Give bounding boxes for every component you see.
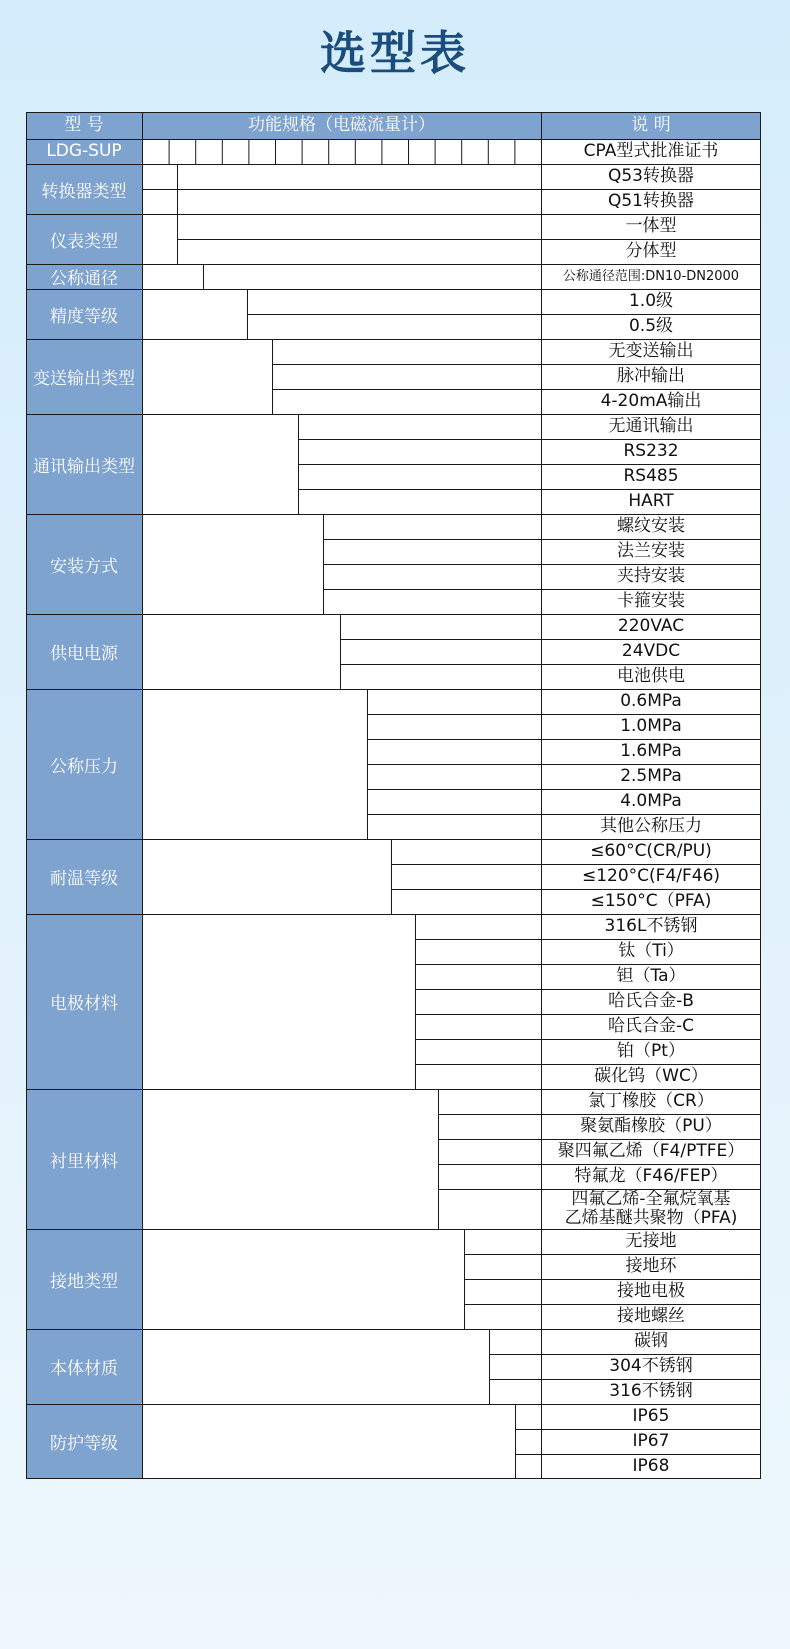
option-code <box>367 814 391 839</box>
option-code <box>272 364 298 389</box>
option-description: 1.0MPa <box>620 716 682 736</box>
header-model: 型 号 <box>26 112 142 139</box>
category-label: 防护等级 <box>26 1404 142 1479</box>
option-code <box>489 1329 515 1354</box>
option-code <box>367 764 391 789</box>
category-label: 耐温等级 <box>26 839 142 914</box>
option-code <box>415 914 438 939</box>
option-code <box>298 414 323 439</box>
option-description: 铂（Pt） <box>617 1041 685 1061</box>
option-description: IP67 <box>632 1431 670 1451</box>
option-description: 0.5级 <box>628 316 674 336</box>
placeholder-box <box>142 139 169 164</box>
placeholder-box <box>435 139 462 164</box>
category-label: 通讯输出类型 <box>26 414 142 514</box>
option-description: 电池供电 <box>617 666 685 686</box>
option-description: Q51转换器 <box>607 191 694 211</box>
option-description: 接地环 <box>625 1256 677 1276</box>
option-code <box>340 614 367 639</box>
category-label: 安装方式 <box>26 514 142 614</box>
category-label: 公称压力 <box>26 689 142 839</box>
option-description: Q53转换器 <box>607 166 694 186</box>
option-code <box>515 1404 541 1429</box>
option-code <box>323 564 340 589</box>
option-description: 1.6MPa <box>620 741 682 761</box>
option-description: ≤60°C(CR/PU) <box>590 841 712 861</box>
option-code <box>438 1139 464 1164</box>
option-code <box>272 389 298 414</box>
option-description: 分体型 <box>625 241 677 261</box>
option-code <box>515 1454 541 1479</box>
option-code <box>367 689 391 714</box>
option-code <box>247 314 272 339</box>
option-description: 特氟龙（F46/FEP） <box>574 1166 728 1186</box>
category-label: 衬里材料 <box>26 1089 142 1229</box>
option-description: 4.0MPa <box>620 791 682 811</box>
placeholder-box <box>169 139 196 164</box>
option-description: 一体型 <box>625 216 677 236</box>
option-description: RS485 <box>623 466 679 486</box>
category-label: 电极材料 <box>26 914 142 1089</box>
selection-table <box>26 112 761 1479</box>
option-description: HART <box>628 491 674 511</box>
placeholder-box <box>408 139 435 164</box>
option-code <box>415 1014 438 1039</box>
option-description: 无接地 <box>625 1231 677 1251</box>
option-code <box>489 1354 515 1379</box>
option-code <box>323 589 340 614</box>
option-description: 304不锈钢 <box>609 1356 693 1376</box>
page-title: 选型表 <box>320 26 470 80</box>
category-label: 公称通径 <box>26 264 142 289</box>
option-description: 夹持安装 <box>617 566 685 586</box>
option-code <box>415 939 438 964</box>
option-description: 螺纹安装 <box>617 516 685 536</box>
option-code <box>438 1089 464 1114</box>
option-code <box>391 864 415 889</box>
option-description: 316L不锈钢 <box>604 916 698 936</box>
placeholder-box <box>328 139 355 164</box>
option-code <box>391 839 415 864</box>
option-description: 接地电极 <box>617 1281 685 1301</box>
option-description: 220VAC <box>617 616 685 636</box>
option-description: 2.5MPa <box>620 766 682 786</box>
option-code <box>415 964 438 989</box>
category-label: 仪表类型 <box>26 214 142 264</box>
placeholder-box <box>195 139 222 164</box>
option-description: 公称通径范围:DN10-DN2000 <box>562 269 740 284</box>
placeholder-box <box>275 139 302 164</box>
option-code <box>323 539 340 564</box>
option-code <box>323 514 340 539</box>
option-code <box>367 714 391 739</box>
option-code <box>340 664 367 689</box>
option-code <box>464 1254 489 1279</box>
option-code <box>415 1064 438 1089</box>
header-description: 说 明 <box>541 112 761 139</box>
option-description: 法兰安装 <box>617 541 685 561</box>
category-label: 接地类型 <box>26 1229 142 1329</box>
model-code: LDG-SUP <box>26 139 142 164</box>
category-label: 转换器类型 <box>26 164 142 214</box>
option-description: 卡箍安装 <box>617 591 685 611</box>
option-description: 钛（Ti） <box>618 941 684 961</box>
option-description: 0.6MPa <box>620 691 682 711</box>
option-description: 哈氏合金-C <box>607 1016 694 1036</box>
option-code <box>340 639 367 664</box>
option-description: 哈氏合金-B <box>608 991 694 1011</box>
option-code <box>272 339 298 364</box>
option-code <box>391 889 415 914</box>
option-code <box>247 289 272 314</box>
option-description: 其他公称压力 <box>600 816 702 836</box>
option-code <box>142 164 177 189</box>
option-code <box>177 239 203 264</box>
option-code <box>203 264 247 289</box>
option-description: 氯丁橡胶（CR） <box>588 1091 714 1111</box>
option-description: 聚四氟乙烯（F4/PTFE） <box>557 1141 745 1161</box>
option-description: 1.0级 <box>628 291 674 311</box>
option-code <box>298 439 323 464</box>
placeholder-box <box>355 139 382 164</box>
placeholder-box <box>488 139 515 164</box>
option-description: 无通讯输出 <box>608 416 694 436</box>
option-description: 4-20mA输出 <box>600 391 702 411</box>
placeholder-box <box>248 139 275 164</box>
option-description: 24VDC <box>621 641 681 661</box>
option-code <box>438 1164 464 1189</box>
option-description: 脉冲输出 <box>617 366 685 386</box>
placeholder-box <box>381 139 408 164</box>
option-code <box>415 1039 438 1064</box>
option-code <box>489 1379 515 1404</box>
option-code <box>464 1304 489 1329</box>
option-description: 聚氨酯橡胶（PU） <box>580 1116 722 1136</box>
placeholder-box <box>461 139 488 164</box>
option-description: RS232 <box>623 441 679 461</box>
option-description: 接地螺丝 <box>617 1306 685 1326</box>
option-code <box>177 214 203 239</box>
option-description: 碳化钨（WC） <box>594 1066 708 1086</box>
option-description: 四氟乙烯-全氟烷氧基 乙烯基醚共聚物（PFA) <box>564 1189 738 1228</box>
option-description: IP65 <box>632 1406 670 1426</box>
header-function: 功能规格（电磁流量计） <box>142 112 541 139</box>
option-code <box>298 489 323 514</box>
option-description: 钽（Ta） <box>616 966 686 986</box>
option-code <box>367 739 391 764</box>
option-code <box>367 789 391 814</box>
placeholder-box <box>222 139 249 164</box>
option-description: 316不锈钢 <box>609 1381 693 1401</box>
option-code <box>438 1114 464 1139</box>
option-code <box>464 1279 489 1304</box>
category-label: 精度等级 <box>26 289 142 339</box>
option-code <box>438 1189 464 1229</box>
option-code <box>515 1429 541 1454</box>
option-description: ≤150°C（PFA) <box>590 891 712 911</box>
option-description: ≤120°C(F4/F46) <box>581 866 721 886</box>
option-code <box>464 1229 489 1254</box>
option-description: 碳钢 <box>634 1331 668 1351</box>
placeholder-box <box>514 139 541 164</box>
model-description: CPA型式批准证书 <box>583 141 719 161</box>
placeholder-box <box>302 139 329 164</box>
category-label: 变送输出类型 <box>26 339 142 414</box>
category-label: 本体材质 <box>26 1329 142 1404</box>
option-code <box>415 989 438 1014</box>
category-label: 供电电源 <box>26 614 142 689</box>
option-code <box>298 464 323 489</box>
option-description: 无变送输出 <box>608 341 694 361</box>
option-description: IP68 <box>632 1456 670 1476</box>
